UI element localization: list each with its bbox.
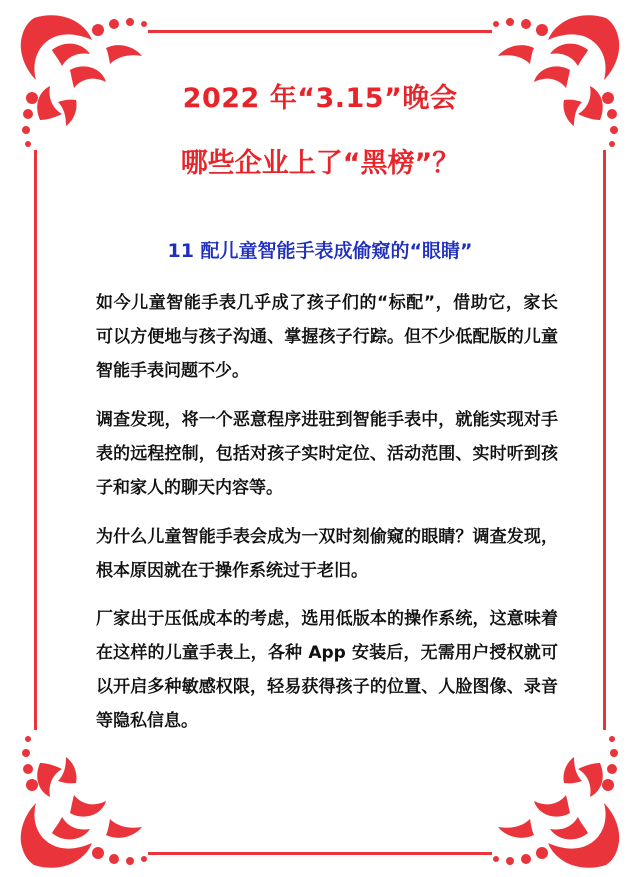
section-heading: 11 配儿童智能手表成偷窥的“眼睛” [167, 240, 473, 262]
frame-border-top [148, 30, 492, 33]
body-paragraph-2: 调查发现，将一个恶意程序进驻到智能手表中，就能实现对手表的远程控制，包括对孩子实时定位、活动范围、实时听到孩子和家人的聊天内容等。 [96, 410, 558, 498]
body-paragraph-4: 厂家出于压低成本的考虑，选用低版本的操作系统，这意味着在这样的儿童手表上，各种 App 安装后，无需用户授权就可以开启多种敏感权限，轻易获得孩子的位置、人脸图像、录音等隐私信息。 [96, 609, 558, 731]
page-title-question: 哪些企业上了“黑榜”？ [180, 148, 460, 179]
page-title: 2022 年“3.15”晚会 [182, 83, 458, 114]
frame-border-bottom [148, 852, 492, 855]
floral-corner-ornament-icon [476, 723, 626, 873]
floral-corner-ornament-icon [14, 723, 164, 873]
body-paragraph-1: 如今儿童智能手表几乎成了孩子们的“标配”，借助它，家长可以方便地与孩子沟通、掌握孩子行踪。但不少低配版的儿童智能手表问题不少。 [96, 293, 558, 381]
body-paragraph-3: 为什么儿童智能手表会成为一双时刻偷窥的眼睛？调查发现，根本原因就在于操作系统过于老旧。 [96, 527, 558, 581]
